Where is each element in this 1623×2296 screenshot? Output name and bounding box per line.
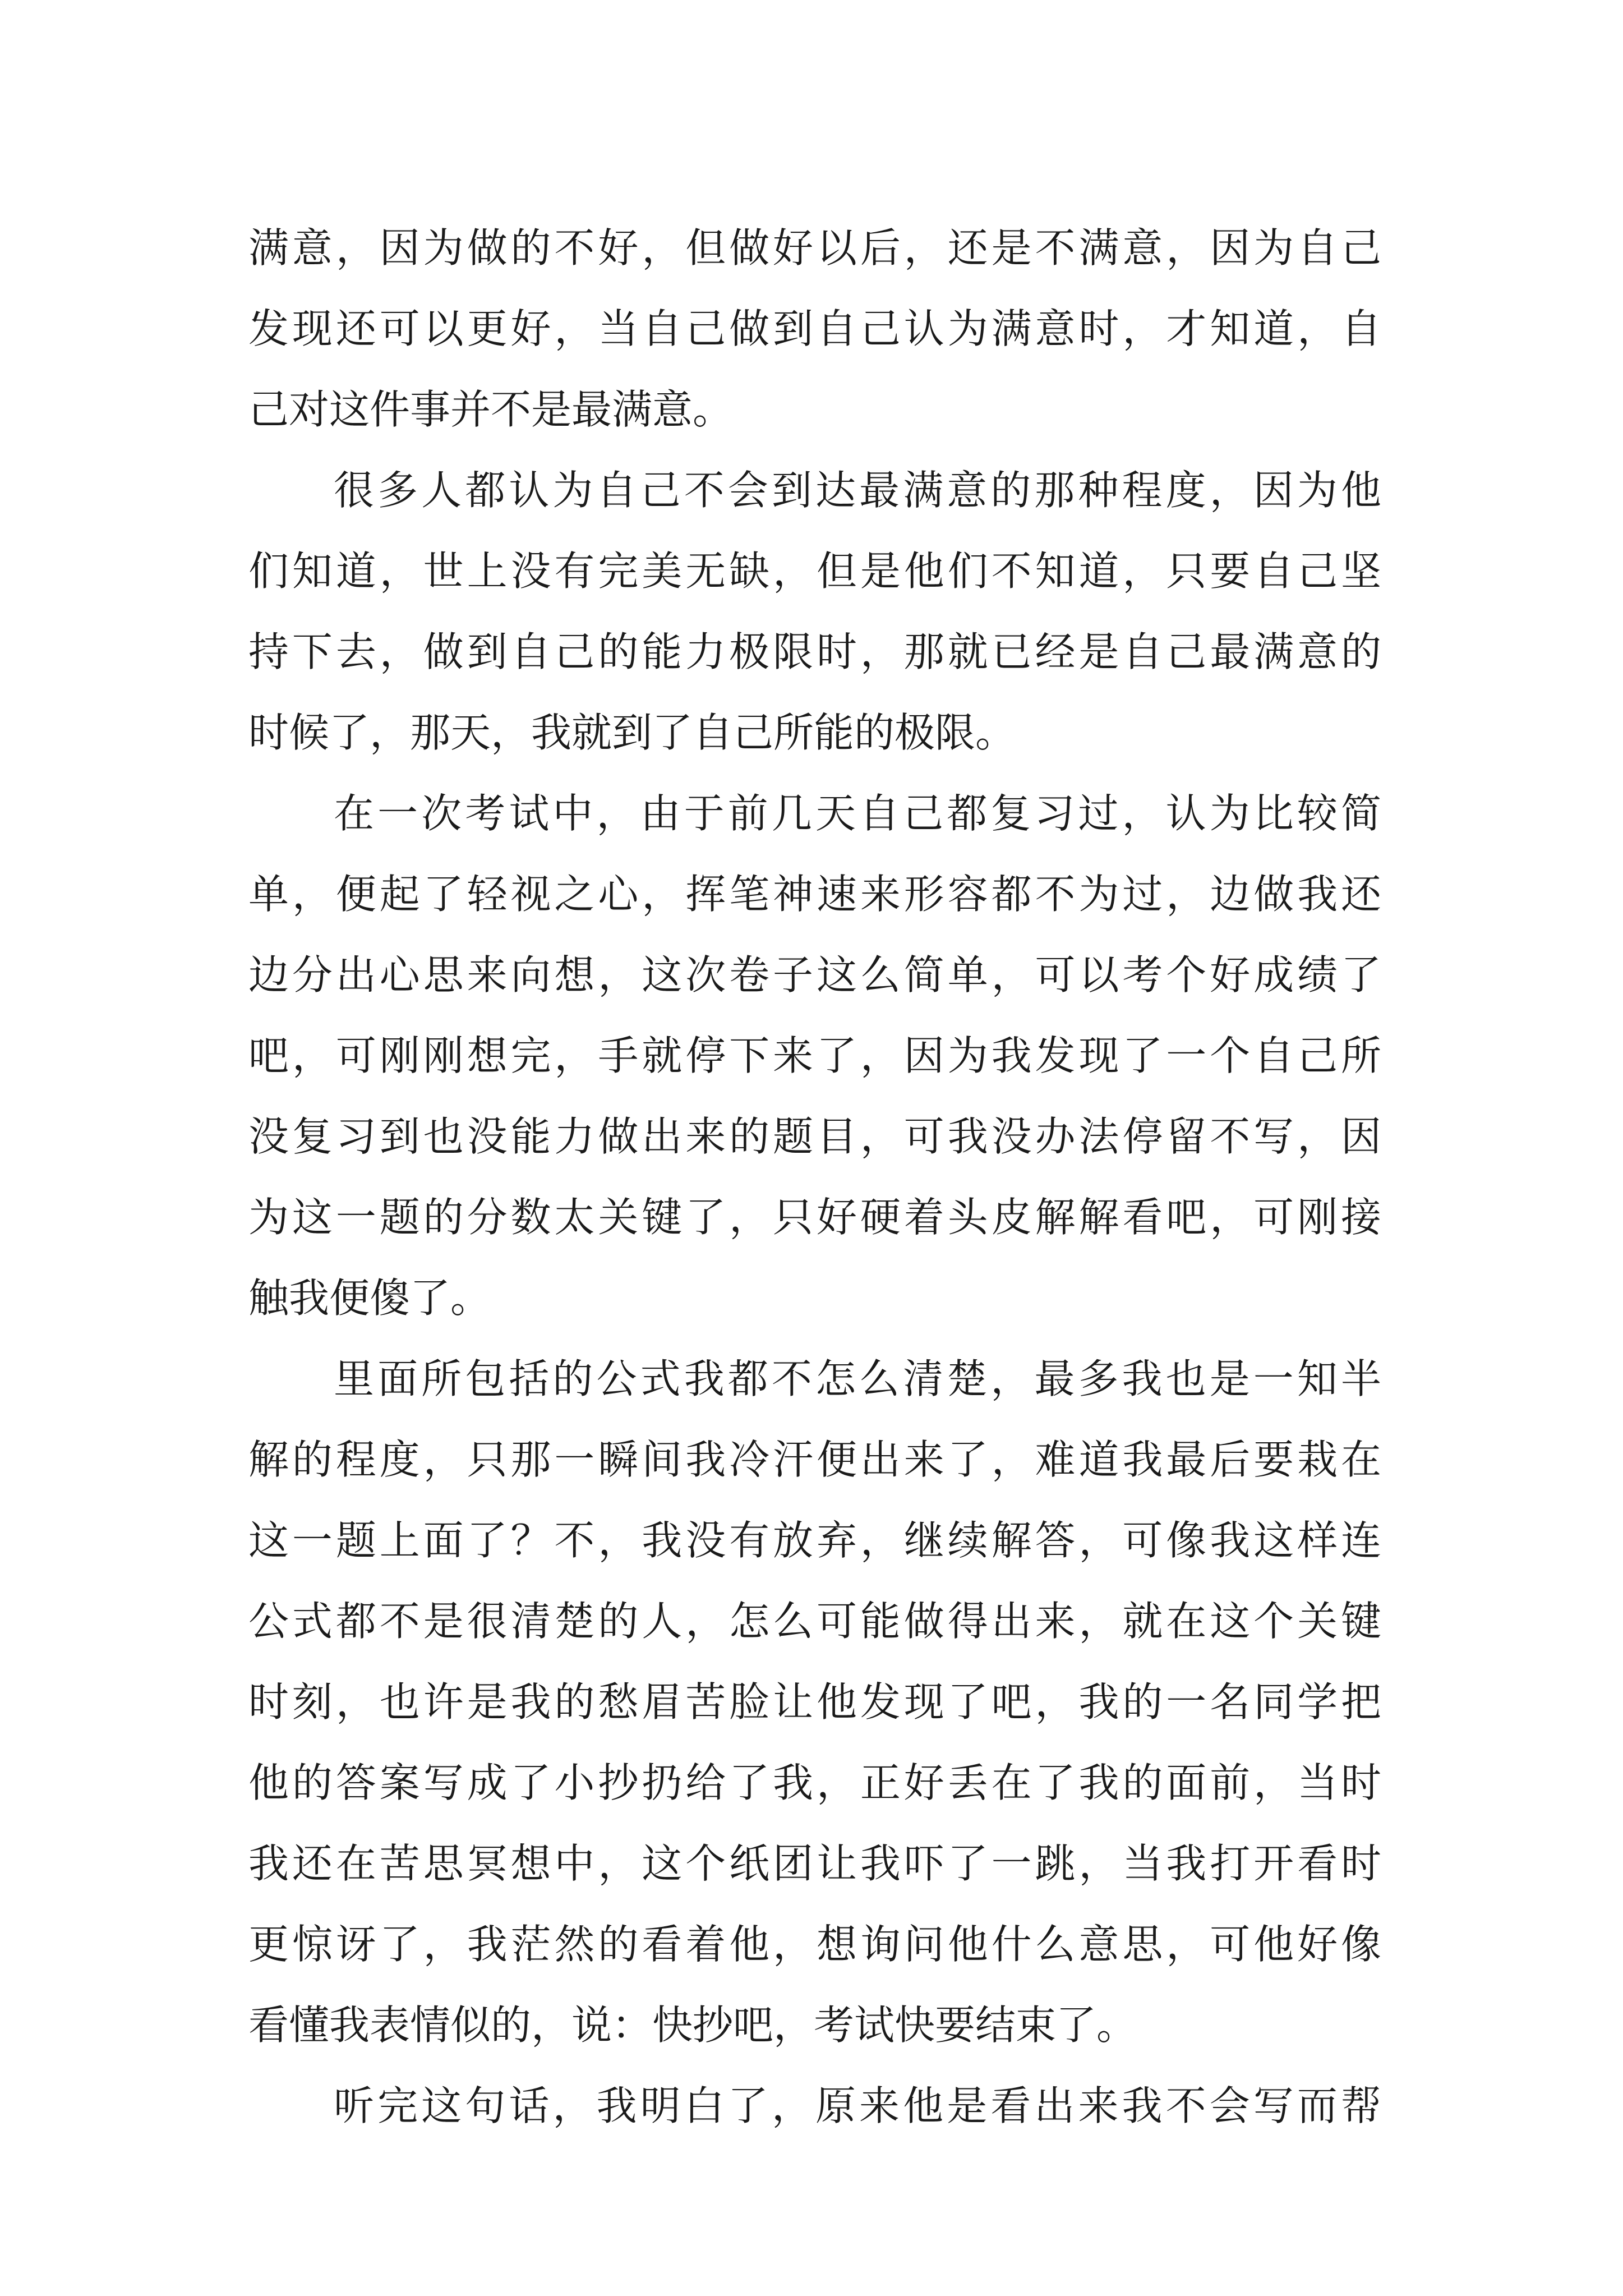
text-line: 公式都不是很清楚的人，怎么可能做得出来，就在这个关键 bbox=[248, 1598, 1381, 1645]
text-line: 时候了，那天，我就到了自己所能的极限。 bbox=[248, 709, 1016, 756]
text-line: 没复习到也没能力做出来的题目，可我没办法停留不写，因 bbox=[248, 1113, 1381, 1160]
text-line: 触我便傻了。 bbox=[248, 1274, 491, 1322]
text-line: 满意，因为做的不好，但做好以后，还是不满意，因为自己 bbox=[248, 224, 1381, 272]
text-line: 时刻，也许是我的愁眉苦脸让他发现了吧，我的一名同学把 bbox=[248, 1678, 1381, 1726]
text-line: 在一次考试中，由于前几天自己都复习过，认为比较简 bbox=[334, 790, 1381, 837]
text-line: 很多人都认为自己不会到达最满意的那种程度，因为他 bbox=[334, 467, 1381, 514]
text-line: 发现还可以更好，当自己做到自己认为满意时，才知道，自 bbox=[248, 305, 1381, 352]
text-line: 为这一题的分数太关键了，只好硬着头皮解解看吧，可刚接 bbox=[248, 1194, 1381, 1241]
text-line: 们知道，世上没有完美无缺，但是他们不知道，只要自己坚 bbox=[248, 547, 1381, 595]
text-line: 己对这件事并不是最满意。 bbox=[248, 386, 734, 433]
text-line: 更惊讶了，我茫然的看着他，想询问他什么意思，可他好像 bbox=[248, 1921, 1381, 1968]
text-line: 他的答案写成了小抄扔给了我，正好丢在了我的面前，当时 bbox=[248, 1759, 1381, 1806]
text-line: 边分出心思来向想，这次卷子这么简单，可以考个好成绩了 bbox=[248, 951, 1381, 999]
text-line: 看懂我表情似的，说：快抄吧，考试快要结束了。 bbox=[248, 2001, 1137, 2049]
text-line: 里面所包括的公式我都不怎么清楚，最多我也是一知半 bbox=[334, 1355, 1381, 1402]
text-line: 这一题上面了？不，我没有放弃，继续解答，可像我这样连 bbox=[248, 1517, 1381, 1564]
text-line: 吧，可刚刚想完，手就停下来了，因为我发现了一个自己所 bbox=[248, 1032, 1381, 1079]
text-line: 解的程度，只那一瞬间我冷汗便出来了，难道我最后要栽在 bbox=[248, 1436, 1381, 1483]
body-text bbox=[248, 208, 1381, 2146]
text-line: 持下去，做到自己的能力极限时，那就已经是自己最满意的 bbox=[248, 628, 1381, 675]
text-line: 我还在苦思冥想中，这个纸团让我吓了一跳，当我打开看时 bbox=[248, 1840, 1381, 1887]
text-line: 单，便起了轻视之心，挥笔神速来形容都不为过，边做我还 bbox=[248, 871, 1381, 918]
text-line: 听完这句话，我明白了，原来他是看出来我不会写而帮 bbox=[334, 2082, 1381, 2129]
